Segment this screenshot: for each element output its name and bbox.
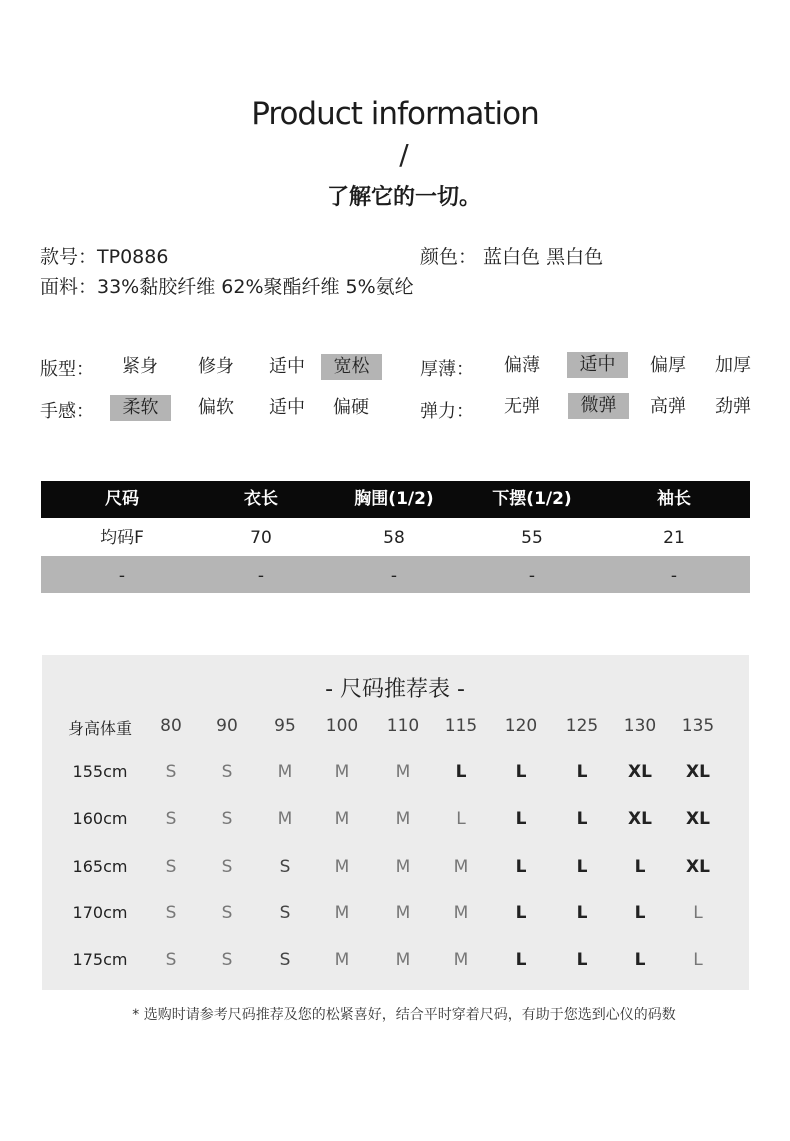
size-cell: L bbox=[576, 950, 588, 970]
title-divider-slash: / bbox=[399, 138, 409, 171]
size-cell: S bbox=[165, 950, 177, 970]
size-table-header bbox=[41, 481, 750, 518]
weight-header: 125 bbox=[565, 716, 599, 736]
size-cell: M bbox=[453, 903, 469, 923]
size-cell: M bbox=[453, 857, 469, 877]
size-cell: XL bbox=[686, 809, 710, 829]
weight-header: 130 bbox=[623, 716, 657, 736]
table-cell: 55 bbox=[521, 528, 543, 548]
header-length: 衣长 bbox=[244, 489, 278, 509]
size-cell: M bbox=[277, 762, 293, 782]
weight-header: 100 bbox=[325, 716, 359, 736]
thickness-option-2-selected: 适中 bbox=[567, 352, 628, 378]
style-number: 款号：TP0886 bbox=[40, 246, 169, 268]
header-sleeve: 袖长 bbox=[657, 489, 691, 509]
size-cell: XL bbox=[628, 762, 652, 782]
page-title-en: Product information bbox=[251, 96, 539, 132]
fabric-info: 面料：33%黏胶纤维 62%聚酯纤维 5%氨纶 bbox=[40, 276, 414, 298]
weight-header: 115 bbox=[444, 716, 478, 736]
height-label: 165cm bbox=[72, 857, 128, 876]
size-cell: XL bbox=[686, 762, 710, 782]
fit-option-3: 适中 bbox=[269, 356, 305, 377]
size-cell: L bbox=[455, 762, 467, 782]
size-cell: L bbox=[515, 809, 527, 829]
stretch-label: 弹力： bbox=[420, 401, 474, 422]
size-cell: XL bbox=[628, 809, 652, 829]
size-cell: S bbox=[279, 857, 291, 877]
size-cell: M bbox=[395, 762, 411, 782]
height-label: 170cm bbox=[72, 903, 128, 922]
size-cell: M bbox=[395, 950, 411, 970]
weight-header: 80 bbox=[160, 716, 182, 736]
size-cell: S bbox=[279, 950, 291, 970]
size-cell: S bbox=[165, 809, 177, 829]
feel-option-4: 偏硬 bbox=[333, 397, 369, 418]
feel-option-3: 适中 bbox=[269, 397, 305, 418]
table-cell: - bbox=[257, 566, 265, 586]
size-cell: S bbox=[221, 950, 233, 970]
weight-header: 110 bbox=[386, 716, 420, 736]
table-cell: 均码F bbox=[100, 528, 144, 548]
table-cell: 21 bbox=[663, 528, 685, 548]
header-hem: 下摆(1/2) bbox=[492, 489, 572, 509]
size-cell: M bbox=[334, 809, 350, 829]
fit-label: 版型： bbox=[40, 359, 94, 380]
size-cell: S bbox=[221, 809, 233, 829]
size-cell: L bbox=[515, 857, 527, 877]
size-cell: L bbox=[693, 903, 703, 923]
weight-header: 90 bbox=[216, 716, 238, 736]
height-label: 155cm bbox=[72, 762, 128, 781]
size-cell: M bbox=[277, 809, 293, 829]
page-title-cn: 了解它的一切。 bbox=[326, 185, 481, 210]
stretch-option-4: 劲弹 bbox=[715, 396, 751, 417]
size-cell: M bbox=[395, 857, 411, 877]
size-cell: XL bbox=[686, 857, 710, 877]
size-cell: M bbox=[334, 762, 350, 782]
fit-option-1: 紧身 bbox=[122, 356, 158, 377]
weight-header: 120 bbox=[504, 716, 538, 736]
color-info: 颜色： 蓝白色 黑白色 bbox=[420, 246, 604, 268]
stretch-option-1: 无弹 bbox=[504, 396, 540, 417]
size-recommend-title: - 尺码推荐表 - bbox=[325, 677, 465, 702]
thickness-option-1: 偏薄 bbox=[504, 355, 540, 376]
size-cell: S bbox=[165, 903, 177, 923]
height-label: 175cm bbox=[72, 950, 128, 969]
size-cell: S bbox=[279, 903, 291, 923]
header-size: 尺码 bbox=[105, 489, 139, 509]
table-cell: 58 bbox=[383, 528, 405, 548]
size-cell: S bbox=[165, 762, 177, 782]
size-cell: M bbox=[395, 903, 411, 923]
footnote: * 选购时请参考尺码推荐及您的松紧喜好，结合平时穿着尺码，有助于您选到心仪的码数 bbox=[132, 1007, 676, 1023]
table-cell: - bbox=[390, 566, 398, 586]
table-cell: - bbox=[528, 566, 536, 586]
size-cell: L bbox=[634, 903, 646, 923]
size-cell: L bbox=[515, 903, 527, 923]
header-chest: 胸围(1/2) bbox=[354, 489, 434, 509]
stretch-option-2-selected: 微弹 bbox=[568, 393, 629, 419]
weight-header: 135 bbox=[681, 716, 715, 736]
size-cell: M bbox=[453, 950, 469, 970]
fit-option-4-selected: 宽松 bbox=[321, 354, 382, 380]
feel-option-1-selected: 柔软 bbox=[110, 395, 171, 421]
table-cell: 70 bbox=[250, 528, 272, 548]
size-cell: L bbox=[576, 809, 588, 829]
thickness-option-3: 偏厚 bbox=[650, 355, 686, 376]
size-cell: L bbox=[515, 762, 527, 782]
size-cell: S bbox=[165, 857, 177, 877]
size-cell: M bbox=[334, 857, 350, 877]
size-cell: M bbox=[395, 809, 411, 829]
size-cell: M bbox=[334, 903, 350, 923]
table-cell: - bbox=[118, 566, 126, 586]
feel-option-2: 偏软 bbox=[198, 397, 234, 418]
size-cell: L bbox=[456, 809, 466, 829]
table-row bbox=[41, 556, 750, 593]
table-cell: - bbox=[670, 566, 678, 586]
thickness-option-4: 加厚 bbox=[715, 355, 751, 376]
fit-option-2: 修身 bbox=[198, 356, 234, 377]
size-cell: L bbox=[634, 857, 646, 877]
stretch-option-3: 高弹 bbox=[650, 396, 686, 417]
size-cell: S bbox=[221, 857, 233, 877]
size-cell: L bbox=[634, 950, 646, 970]
size-cell: L bbox=[515, 950, 527, 970]
size-cell: M bbox=[334, 950, 350, 970]
size-cell: L bbox=[576, 762, 588, 782]
table-row bbox=[41, 518, 750, 556]
thickness-label: 厚薄： bbox=[420, 359, 474, 380]
size-cell: S bbox=[221, 762, 233, 782]
size-cell: L bbox=[576, 857, 588, 877]
size-cell: S bbox=[221, 903, 233, 923]
height-label: 160cm bbox=[72, 809, 128, 828]
size-cell: L bbox=[693, 950, 703, 970]
grid-corner-label: 身高体重 bbox=[67, 719, 132, 738]
weight-header: 95 bbox=[274, 716, 296, 736]
size-cell: L bbox=[576, 903, 588, 923]
feel-label: 手感： bbox=[40, 401, 94, 422]
